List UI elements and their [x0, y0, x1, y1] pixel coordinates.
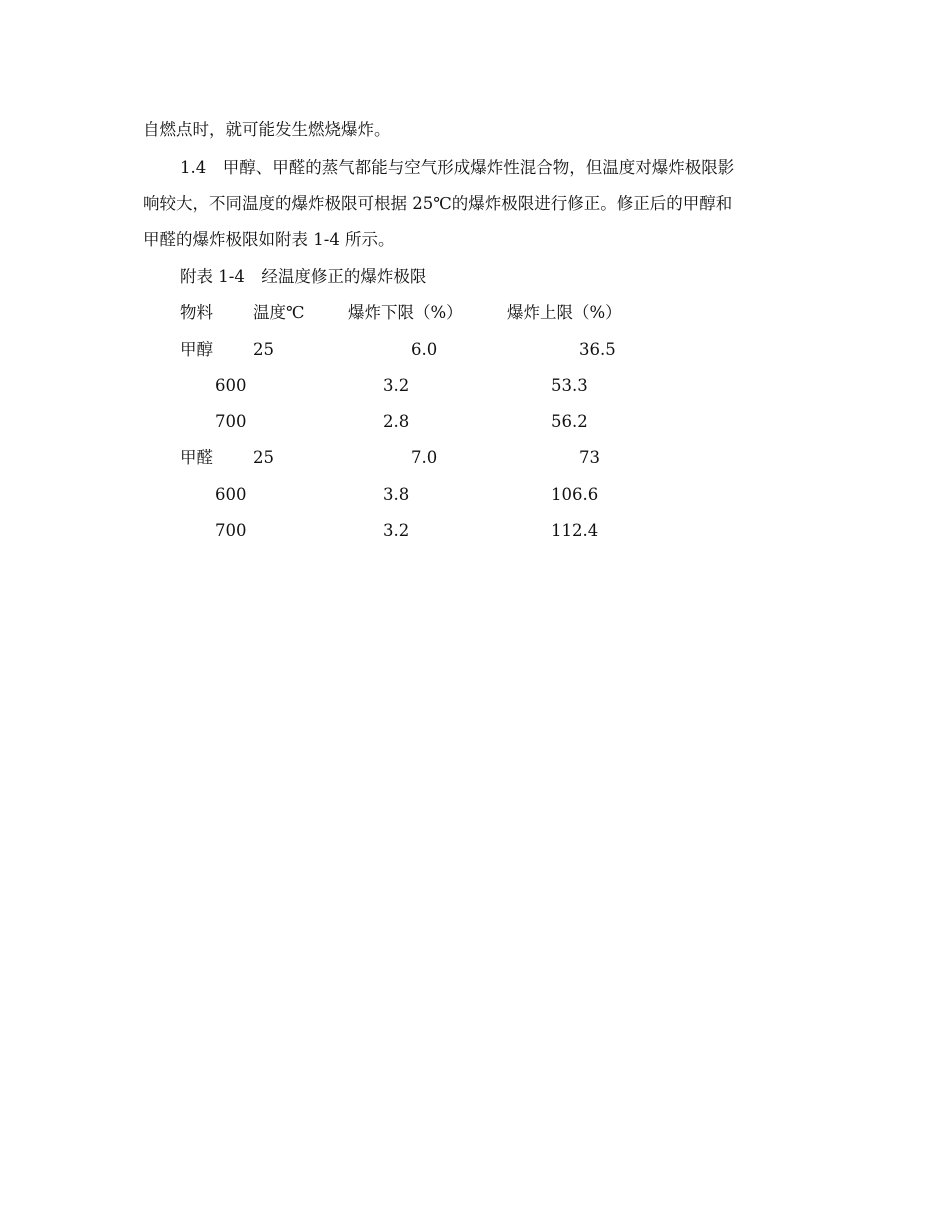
table-caption: 附表 1-4 经温度修正的爆炸极限 — [180, 267, 427, 286]
upper-limit-cell: 112.4 — [551, 521, 599, 540]
upper-limit-cell: 53.3 — [551, 376, 588, 395]
temperature-cell: 700 — [215, 521, 247, 540]
lower-limit-cell: 3.2 — [383, 376, 410, 395]
upper-limit-cell: 73 — [579, 448, 600, 467]
column-header-material: 物料 — [180, 303, 213, 322]
lower-limit-cell: 7.0 — [411, 448, 438, 467]
upper-limit-cell: 106.6 — [551, 485, 599, 504]
temperature-cell: 600 — [215, 376, 247, 395]
temperature-cell: 25 — [253, 448, 274, 467]
column-header-upper-limit: 爆炸上限（%） — [507, 303, 622, 322]
temperature-cell: 600 — [215, 485, 247, 504]
lower-limit-cell: 3.8 — [383, 485, 410, 504]
temperature-cell: 700 — [215, 412, 247, 431]
upper-limit-cell: 56.2 — [551, 412, 588, 431]
column-header-lower-limit: 爆炸下限（%） — [348, 303, 463, 322]
paragraph-line: 1.4 甲醇、甲醛的蒸气都能与空气形成爆炸性混合物，但温度对爆炸极限影 — [180, 158, 735, 177]
column-header-temperature: 温度℃ — [253, 303, 305, 322]
material-cell: 甲醛 — [180, 448, 213, 467]
temperature-cell: 25 — [253, 340, 274, 359]
lower-limit-cell: 3.2 — [383, 521, 410, 540]
upper-limit-cell: 36.5 — [579, 340, 616, 359]
paragraph-line: 自燃点时，就可能发生燃烧爆炸。 — [143, 120, 391, 139]
paragraph-line: 响较大，不同温度的爆炸极限可根据 25℃的爆炸极限进行修正。修正后的甲醇和 — [143, 194, 733, 213]
lower-limit-cell: 6.0 — [411, 340, 438, 359]
paragraph-line: 甲醛的爆炸极限如附表 1-4 所示。 — [143, 230, 395, 249]
material-cell: 甲醇 — [180, 340, 213, 359]
lower-limit-cell: 2.8 — [383, 412, 410, 431]
